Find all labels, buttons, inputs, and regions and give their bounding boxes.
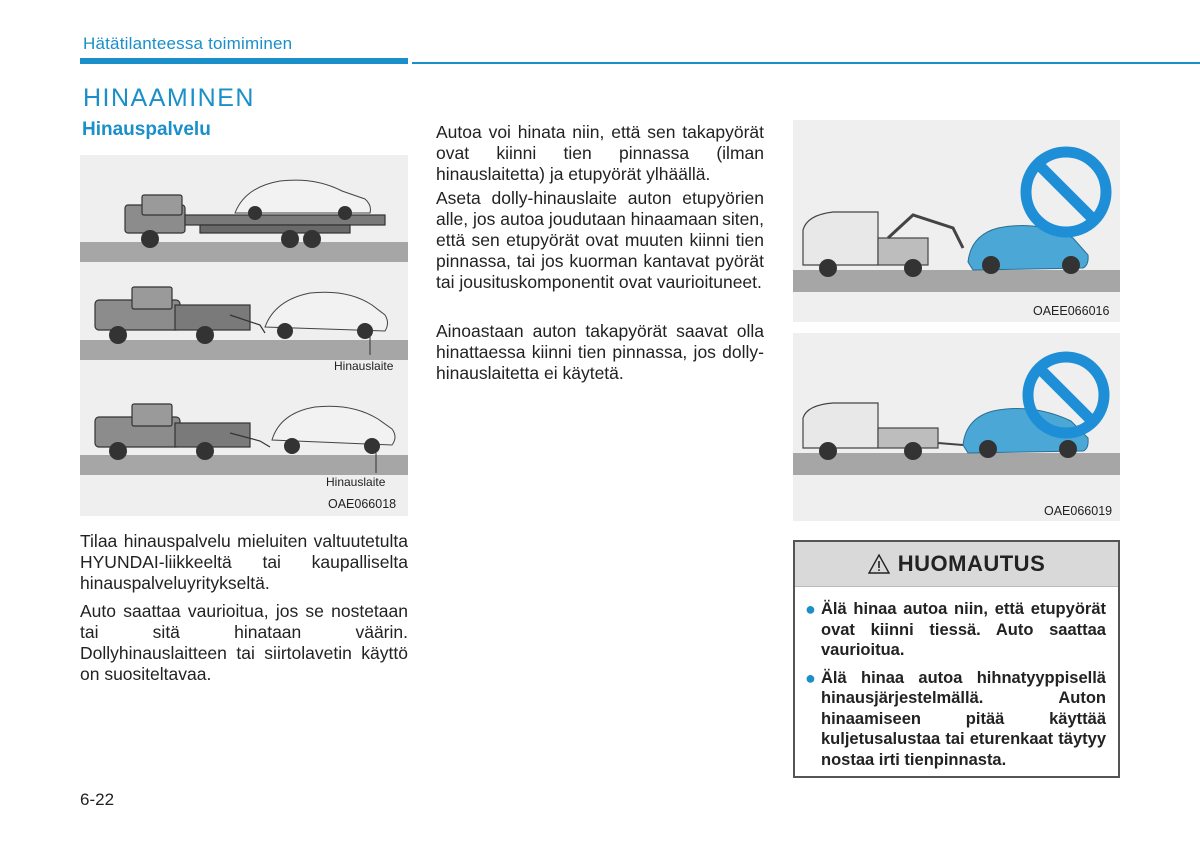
figure-code: OAE066018 [328, 497, 397, 511]
notice-item [805, 599, 1106, 661]
bullet-icon: ● [805, 599, 816, 619]
bullet-icon: ● [805, 667, 816, 688]
sub-title: Hinauspalvelu [82, 119, 211, 140]
tow-device-label-1: Hinauslaite [334, 359, 394, 373]
prohibited-strap-tow-illustration [793, 333, 1120, 521]
notice-box [793, 540, 1120, 778]
tow-device-label-2: Hinauslaite [326, 475, 386, 489]
prohibition-sign-icon-1 [1026, 152, 1106, 232]
notice-item-text: Älä hinaa autoa hihnatyyppisellä hinausjärjestelmällä. Auton hinaamiseen pitää käyttää kuljetusalustaa tai eturenkaat täytyy nostaa irti tienpinnasta. [821, 668, 1106, 769]
header-bar-left [80, 58, 408, 64]
prohibited-strap-tow-figure [793, 333, 1120, 521]
prohibited-crane-tow-figure [793, 120, 1120, 322]
notice-list [795, 587, 1118, 770]
paragraph-dolly-usage: Aseta dolly-hinauslaite auton etupyörien alle, jos autoa joudutaan hinaamaan siten, että sen etupyörät ovat muuten kiinni tien pinnassa, tai jos kuorman kantavat pyörät tai jousituskomponentit ovat vaurioituneet. [436, 188, 764, 292]
figure-code-bottom: OAE066019 [1044, 504, 1113, 518]
paragraph-rear-wheels-down: Autoa voi hinata niin, että sen takapyörät ovat kiinni tien pinnassa (ilman hinauslaitetta) ja etupyörät ylhäällä. [436, 122, 764, 184]
figure-code-top: OAEE066016 [1033, 304, 1110, 318]
page-number: 6-22 [80, 790, 115, 809]
notice-header [795, 542, 1118, 587]
prohibited-crane-tow-illustration [793, 120, 1120, 322]
paragraph-damage-warning: Auto saattaa vaurioitua, jos se nostetaan tai sitä hinataan väärin. Dollyhinauslaitteen tai siirtolavetin käyttö on suositeltavaa. [80, 601, 408, 684]
tow-methods-illustration [80, 155, 408, 516]
warning-triangle-icon [868, 554, 890, 574]
tow-methods-figure [80, 155, 408, 516]
paragraph-order-towing: Tilaa hinauspalvelu mieluiten valtuutetulta HYUNDAI-liikkeeltä tai kaupalliselta hinauspalveluyritykseltä. [80, 531, 408, 593]
paragraph-rear-only: Ainoastaan auton takapyörät saavat olla hinattaessa kiinni tien pinnassa, jos dolly-hinauslaitetta ei käytetä. [436, 321, 764, 383]
header-rule-right [412, 62, 1200, 64]
notice-item [805, 668, 1106, 771]
section-title: Hätätilanteessa toimiminen [83, 34, 293, 53]
chapter-title: HINAAMINEN [83, 84, 255, 112]
notice-title: HUOMAUTUS [897, 551, 1046, 576]
notice-item-text: Älä hinaa autoa niin, että etupyörät ovat kiinni tiessä. Auto saattaa vaurioitua. [821, 600, 1106, 659]
